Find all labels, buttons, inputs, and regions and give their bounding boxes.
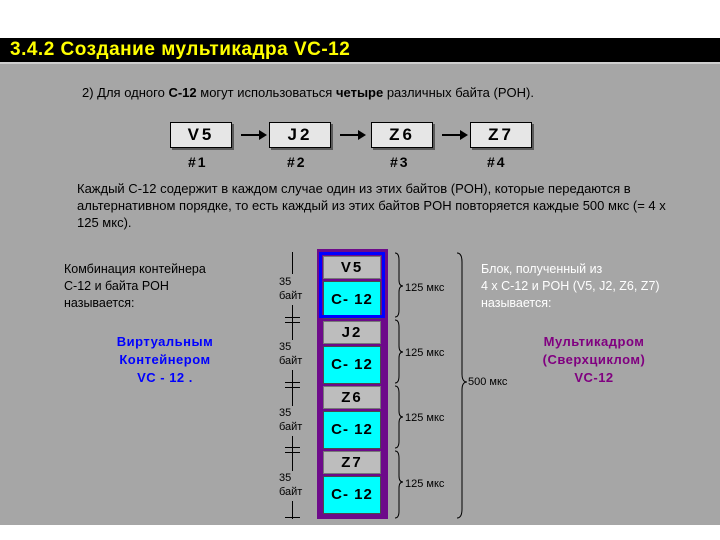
block-note-line: 4 x C-12 и POH (V5, J2, Z6, Z7)	[481, 279, 660, 293]
period-braces	[394, 252, 404, 520]
frame-container: C- 12	[323, 346, 381, 384]
title-bar	[0, 38, 720, 64]
vc12-answer-line: Контейнером	[119, 352, 211, 367]
bottom-margin	[0, 525, 720, 540]
byte-count: 35	[279, 276, 292, 288]
vc12-highlight	[319, 252, 385, 318]
byte-count: 35	[279, 341, 292, 353]
frame-container: C- 12	[323, 281, 381, 319]
dimension-tick	[285, 317, 300, 318]
byte-count: 35	[279, 472, 292, 484]
dimension-tick	[285, 322, 300, 323]
dimension-tick	[285, 387, 300, 388]
intro-post: различных байта (POH).	[383, 85, 534, 100]
byte-count-label	[279, 340, 302, 368]
byte-count-label	[279, 471, 302, 499]
frame-container: C- 12	[323, 476, 381, 514]
arrow-icon	[241, 134, 265, 136]
poh-box-j2: J2	[269, 122, 331, 148]
byte-unit: байт	[279, 486, 303, 498]
dimension-line	[292, 252, 293, 274]
period-label: 125 мкс	[405, 282, 445, 294]
container-note-line: называется:	[64, 296, 135, 310]
vc12-answer-line: VC - 12 .	[137, 370, 193, 385]
multiframe-answer-line: (Сверхциклом)	[542, 352, 646, 367]
dimension-tick	[285, 517, 300, 518]
poh-number: #3	[390, 154, 410, 170]
dimension-tick	[285, 447, 300, 448]
total-label: 500 мкс	[468, 376, 508, 388]
explanation-paragraph: Каждый C-12 содержит в каждом случае один из этих байтов (POH), которые передаются в альтернативном порядке, то есть каждый из этих байтов POH повторяется каждые 500 мкс (= 4 x 125 мкс).	[77, 181, 666, 230]
period-label: 125 мкс	[405, 347, 445, 359]
poh-number: #1	[188, 154, 208, 170]
intro-mid: могут использоваться	[196, 85, 336, 100]
poh-box-z7: Z7	[470, 122, 532, 148]
block-note-line: называется:	[481, 296, 552, 310]
intro-bold: четыре	[335, 85, 384, 100]
container-note	[64, 261, 206, 312]
period-label: 125 мкс	[405, 478, 445, 490]
top-margin	[0, 0, 720, 38]
multiframe-answer-line: Мультикадром	[543, 334, 645, 349]
byte-count: 35	[279, 407, 292, 419]
dimension-line	[292, 436, 293, 471]
poh-number: #4	[487, 154, 507, 170]
frame-header-z6: Z6	[323, 386, 381, 409]
frame-header-v5: V5	[323, 256, 381, 279]
container-note-line: Комбинация контейнера	[64, 262, 206, 276]
multiframe-answer	[524, 333, 664, 387]
frame-container: C- 12	[323, 411, 381, 449]
vc12-answer-line: Виртуальным	[116, 334, 214, 349]
container-note-line: C-12 и байта POH	[64, 279, 169, 293]
poh-number: #2	[287, 154, 307, 170]
multiframe-answer-line: VC-12	[574, 370, 614, 385]
slide-title: 3.4.2 Создание мультикадра VC-12	[10, 39, 351, 60]
byte-count-label	[279, 275, 302, 303]
byte-unit: байт	[279, 421, 303, 433]
intro-text	[82, 85, 534, 100]
poh-box-v5: V5	[170, 122, 232, 148]
arrow-icon	[442, 134, 466, 136]
frame-header-z7: Z7	[323, 451, 381, 474]
poh-box-z6: Z6	[371, 122, 433, 148]
vc12-answer	[106, 333, 224, 387]
intro-pre: 2) Для одного	[82, 85, 169, 100]
total-brace	[456, 252, 468, 520]
byte-count-label	[279, 406, 302, 434]
dimension-line	[292, 370, 293, 406]
frame-header-j2: J2	[323, 321, 381, 344]
dimension-tick	[285, 452, 300, 453]
period-label: 125 мкс	[405, 412, 445, 424]
block-note	[481, 261, 660, 312]
dimension-tick	[285, 382, 300, 383]
byte-unit: байт	[279, 290, 303, 302]
arrow-icon	[340, 134, 364, 136]
block-note-line: Блок, полученный из	[481, 262, 603, 276]
byte-unit: байт	[279, 355, 303, 367]
intro-c12: C-12	[168, 85, 197, 100]
